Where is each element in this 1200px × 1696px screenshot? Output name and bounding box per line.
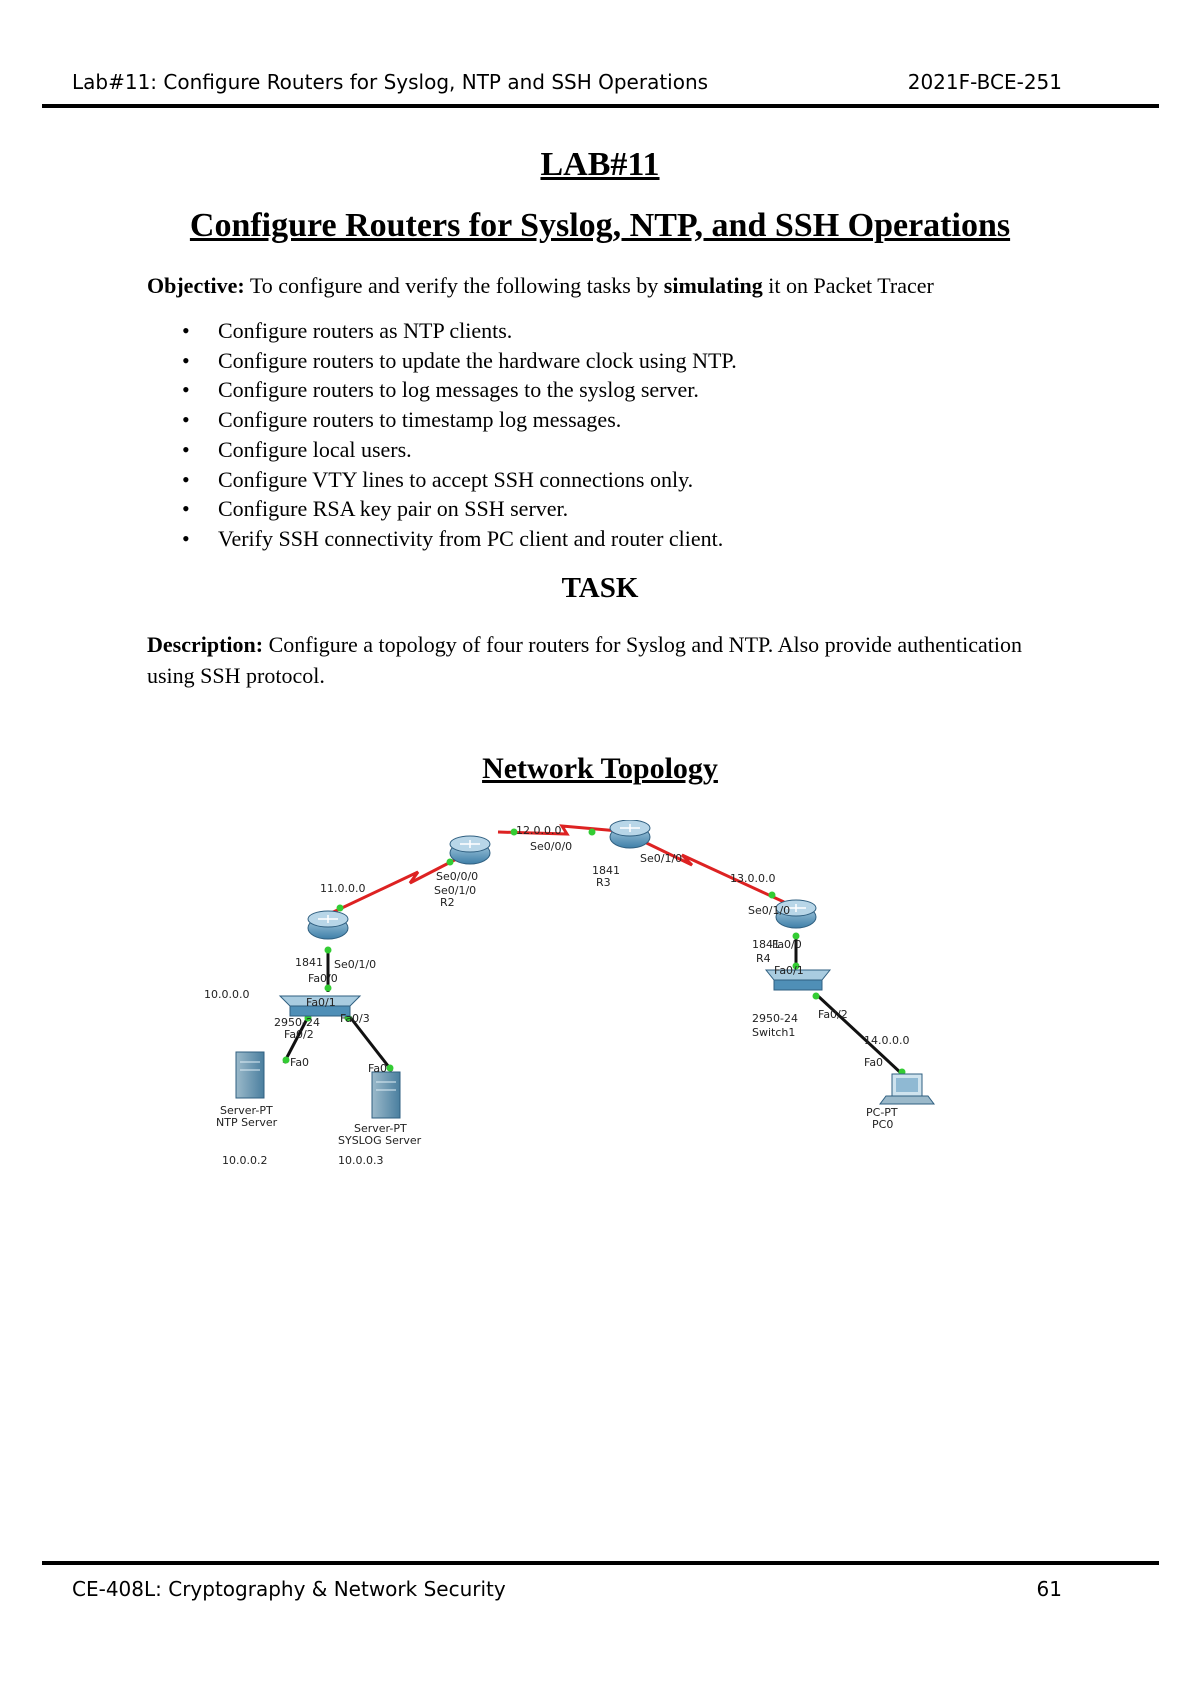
interface-label: Se0/1/0 (640, 852, 683, 865)
description-label: Description: (147, 632, 264, 657)
page-header (72, 70, 1062, 100)
page-number: 61 (1036, 1577, 1062, 1601)
topology-heading: Network Topology (482, 752, 718, 785)
task-description (147, 629, 1047, 691)
interface-label: Fa0/2 (284, 1028, 314, 1041)
network-label: 11.0.0.0 (320, 882, 366, 895)
network-label: 14.0.0.0 (864, 1034, 910, 1047)
ip-address-label: 10.0.0.3 (338, 1154, 384, 1167)
device-model-label: PC-PT (866, 1106, 898, 1119)
device-model-label: Server-PT (220, 1104, 273, 1117)
list-item: • Configure routers to log messages to the syslog server. (182, 375, 737, 405)
list-item: • Verify SSH connectivity from PC client and router client. (182, 524, 737, 554)
interface-label: Fa0 (864, 1056, 884, 1069)
interface-label: Fa0/2 (818, 1008, 848, 1021)
objective-paragraph (147, 270, 1047, 301)
device-model-label: 2950-24 (274, 1016, 320, 1029)
footer-course-title: CE-408L: Cryptography & Network Security (72, 1577, 506, 1601)
objective-text-after: it on Packet Tracer (762, 273, 934, 298)
interface-label: Fa0 (368, 1062, 388, 1075)
task-heading: TASK (561, 572, 639, 604)
interface-label: Fa0/1 (774, 964, 804, 977)
network-topology-diagram (200, 820, 1020, 1280)
router-r2-icon[interactable] (450, 836, 490, 864)
syslog-server-icon[interactable] (372, 1072, 400, 1118)
interface-label: Se0/0/0 (530, 840, 573, 853)
device-name-label: SYSLOG Server (338, 1134, 422, 1147)
list-item: • Configure routers to timestamp log messages. (182, 405, 737, 435)
interface-label: Fa0/0 (308, 972, 338, 985)
device-model-label: 1841 (295, 956, 323, 969)
router-r1-icon[interactable] (308, 911, 348, 939)
network-label: 12.0.0.0 (516, 824, 562, 837)
objective-bold-word: simulating (663, 273, 763, 298)
list-item: • Configure local users. (182, 435, 737, 465)
interface-label: Fa0 (290, 1056, 310, 1069)
device-name-label: NTP Server (216, 1116, 278, 1129)
device-name-label: Switch1 (752, 1026, 796, 1039)
objective-list (182, 316, 737, 554)
device-name-label: PC0 (872, 1118, 894, 1131)
interface-label: Se0/1/0 (434, 884, 477, 897)
ntp-server-icon[interactable] (236, 1052, 264, 1098)
list-item: • Configure routers as NTP clients. (182, 316, 737, 346)
objective-text-before: To configure and verify the following tasks by (244, 273, 664, 298)
header-student-id: 2021F-BCE-251 (907, 70, 1062, 94)
device-name-label: R3 (596, 876, 611, 889)
interface-label: Fa0/3 (340, 1012, 370, 1025)
interface-label: Se0/1/0 (334, 958, 377, 971)
device-model-label: Server-PT (354, 1122, 407, 1135)
interface-label: Se0/1/0 (748, 904, 791, 917)
list-item: • Configure routers to update the hardware clock using NTP. (182, 346, 737, 376)
description-text: Configure a topology of four routers for Syslog and NTP. Also provide authentication using SSH protocol. (147, 632, 1022, 688)
device-model-label: 2950-24 (752, 1012, 798, 1025)
pc0-icon[interactable] (880, 1074, 934, 1104)
network-label: 10.0.0.0 (204, 988, 250, 1001)
serial-link-r3-r4 (632, 836, 784, 902)
page-footer (72, 1577, 1062, 1607)
header-rule (42, 104, 1159, 108)
device-model-label: 1841 (592, 864, 620, 877)
interface-label: Fa0/1 (306, 996, 336, 1009)
device-name-label: R2 (440, 896, 455, 909)
footer-rule (42, 1561, 1159, 1565)
lab-main-title: Configure Routers for Syslog, NTP, and SSH Operations (189, 207, 1011, 244)
ip-address-label: 10.0.0.2 (222, 1154, 268, 1167)
device-model-label: 1841 (752, 938, 780, 951)
lab-number-title: LAB#11 (540, 146, 660, 183)
network-label: 13.0.0.0 (730, 872, 776, 885)
device-name-label: R4 (756, 952, 771, 965)
list-item: • Configure VTY lines to accept SSH connections only. (182, 465, 737, 495)
objective-label: Objective: (147, 273, 245, 298)
header-lab-title: Lab#11: Configure Routers for Syslog, NTP and SSH Operations (72, 70, 709, 94)
interface-label: Se0/0/0 (436, 870, 479, 883)
router-r3-icon[interactable] (610, 820, 650, 848)
list-item: • Configure RSA key pair on SSH server. (182, 494, 737, 524)
interface-label: Fa0/0 (772, 938, 802, 951)
